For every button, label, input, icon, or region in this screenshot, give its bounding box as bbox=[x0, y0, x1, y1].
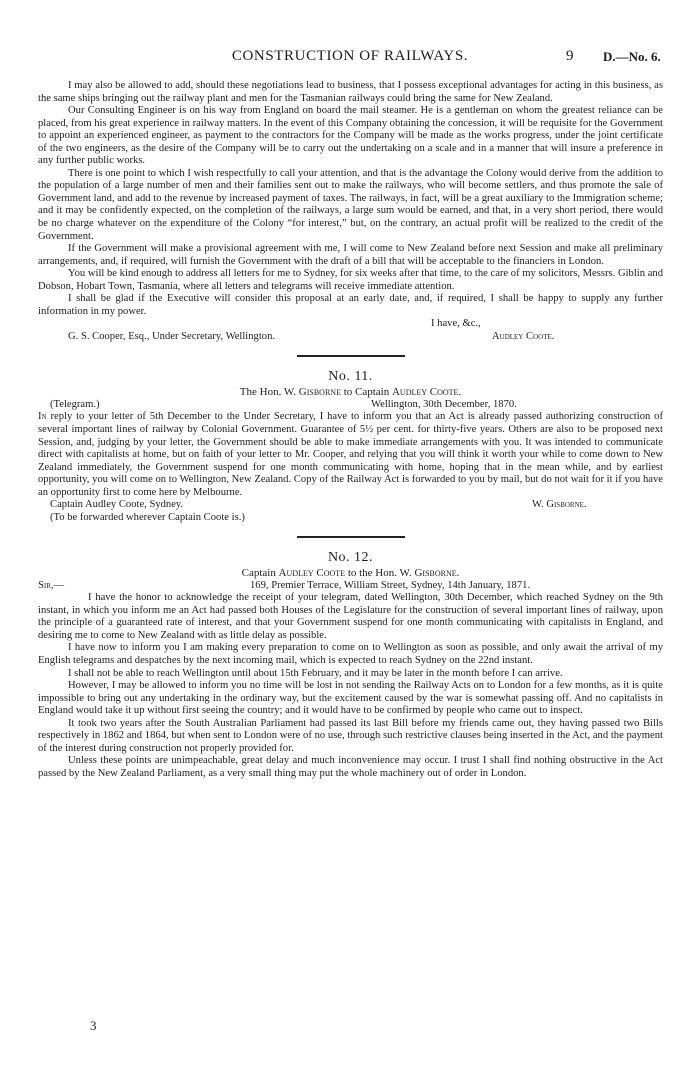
signature-mark: 3 bbox=[90, 1018, 97, 1033]
paragraph: It took two years after the South Australian Parliament had passed its last Bill before my friends came out, they having passed two Bills respectively in 1862 and 1864, but when sent to London were of no use, through such restrictive clauses being inserted in the Act, and the payment of the interest during construction not properly provided for. bbox=[38, 717, 663, 754]
page-number: 9 bbox=[566, 48, 574, 64]
paragraph: Our Consulting Engineer is on his way from England on board the mail steamer. He is a gentleman on whom the greatest reliance can be placed, from his great experience in railway matters. In the event of this Company obtaining the concession, it will be requisite for the Government to appoint an experienced engineer, as payment to the contractors for the Company will be made as the works progress, under the joint certificate of the two engineers, as the desire of the Company will be to carry out the undertaking on a scale and in a manner that will insure a preference in any further public works. bbox=[38, 105, 663, 167]
addressee-row bbox=[38, 331, 663, 344]
paragraph: I have now to inform you I am making every preparation to come on to Wellington as soon as possible, and only await the arrival of my English telegrams and despatches by the next incoming mail, which is expected to reach Sydney on the 22nd instant. bbox=[38, 642, 663, 667]
running-title: CONSTRUCTION OF RAILWAYS. bbox=[231, 48, 469, 64]
heading-part: to the Hon. W. bbox=[347, 566, 412, 579]
document-reference: D.—No. 6. bbox=[603, 49, 661, 64]
closing-row bbox=[38, 318, 663, 331]
paragraph: I shall not be able to reach Wellington until about 15th February, and it may be later in the month before I can arrive. bbox=[68, 667, 563, 679]
document-heading bbox=[38, 567, 663, 580]
document-no-11 bbox=[38, 368, 663, 524]
salutation-row bbox=[38, 580, 663, 593]
paragraph: I have the honor to acknowledge the receipt of your telegram, dated Wellington, 30th December, which reached Sydney on the 9th instant, in which you inform me an Act had passed both Houses of the Legislature for the construction of several important lines of railway, upon the principle of a guaranteed rate of interest, and that your Government suspend for one month communicating with capitalists in England, and desiring me to come to New Zealand with as little delay as possible. bbox=[38, 592, 663, 641]
signature: W. Gisborne. bbox=[532, 499, 587, 511]
paragraph: Unless these points are unimpeachable, great delay and much inconvenience may occur. I trust I shall find nothing obstructive in the Act passed by the New Zealand Parliament, as a very small thing may put the whole machinery out of order in London. bbox=[38, 755, 663, 779]
telegram-label: (Telegram.) bbox=[50, 398, 100, 410]
page-header bbox=[0, 48, 700, 68]
document-number: No. 12. bbox=[327, 549, 374, 565]
paragraph: If the Government will make a provisional agreement with me, I will come to New Zealand before next Session and make all preliminary arrangements, and, if required, will furnish the Government with the draft of a bill that will be acceptable to the financiers in London. bbox=[38, 243, 663, 267]
lead-word: In bbox=[38, 411, 47, 423]
telegram-text: reply to your letter of 5th December to the Under Secretary, I have to inform you that an Act is already passed authorizing construction of several important lines of railway by Colonial Government. Guarantee of 5½ per cent. for thirty-five years. Others are also to be proposed next Session, and, judging by your letter, the Government should be able to make immediate arrangements with you. It was intended to communicate direct with capitalists at home, but on faith of your letter to Mr. Cooper, and relying that you will think it worth your while to come down to New Zealand immediately, the Government suspend for one month communicating with home, hoping that in the mean while, and by earliest opportunity, you will come on to Wellington, New Zealand. Copy of the Railway Act is forwarded to you by mail, but do not wait for it if you have an opportunity first to come here by Melbourne. bbox=[38, 411, 663, 498]
forwarding-note: (To be forwarded wherever Captain Coote is.) bbox=[50, 511, 245, 523]
document-no-12 bbox=[38, 549, 663, 781]
recipient-name: Audley Coote. bbox=[391, 385, 462, 398]
letter-continuation bbox=[38, 80, 663, 343]
sender-name: Gisborne bbox=[298, 385, 341, 398]
document-heading bbox=[38, 386, 663, 399]
telegram-row bbox=[38, 399, 663, 412]
addressee: Captain Audley Coote, Sydney. bbox=[50, 499, 184, 511]
section-divider bbox=[297, 355, 405, 356]
paragraph: You will be kind enough to address all letters for me to Sydney, for six weeks after that time, to the care of my solicitors, Messrs. Giblin and Dobson, Hobart Town, Tasmania, where all letters and telegrams will receive immediate attention. bbox=[38, 268, 663, 292]
signature: Audley Coote. bbox=[492, 330, 555, 342]
telegram-body bbox=[38, 411, 663, 499]
paragraph: I shall be glad if the Executive will consider this proposal at an early date, and, if required, I shall be happy to supply any further information in my power. bbox=[38, 293, 663, 317]
recipient-name: Gisborne. bbox=[414, 566, 460, 579]
sender-name: Audley Coote bbox=[278, 566, 346, 579]
heading-part: The Hon. W. bbox=[239, 385, 297, 398]
page-body bbox=[38, 80, 663, 780]
heading-part: to Captain bbox=[343, 385, 390, 398]
paragraph: There is one point to which I wish respectfully to call your attention, and that is the advantage the Colony would derive from the addition to the population of a large number of men and their families sent out to make the railways, who will become settlers, and thus promote the sale of Government land, and add to the revenue by increased payment of taxes. The railways, in fact, will be a great auxiliary to the Immigration scheme; and it may be confidently expected, on the completion of the railways, a large sum would be earned, and that, in a very short period, there would be no charge whatever on the expenditure of the Colony “for interest,” but, on the contrary, an actual profit will be realized to the credit of the Government. bbox=[38, 167, 663, 242]
note-row bbox=[38, 512, 663, 525]
closing: I have, &c., bbox=[431, 318, 481, 330]
section-divider bbox=[297, 536, 405, 537]
addressee-row bbox=[38, 499, 663, 512]
salutation: Sir,— bbox=[38, 579, 65, 591]
document-number: No. 11. bbox=[328, 368, 373, 384]
sender-address: 169, Premier Terrace, William Street, Sydney, 14th January, 1871. bbox=[250, 579, 531, 591]
paragraph: I may also be allowed to add, should these negotiations lead to business, that I possess exceptional advantages for acting in this business, as the same ships bringing out the railway plant and men for the Tasmanian railways could bring the same for New Zealand. bbox=[38, 80, 663, 104]
heading-part: Captain bbox=[241, 566, 276, 579]
addressee: G. S. Cooper, Esq., Under Secretary, Wellington. bbox=[68, 330, 276, 342]
place-date: Wellington, 30th December, 1870. bbox=[371, 398, 517, 410]
paragraph: However, I may be allowed to inform you no time will be lost in not sending the Railway Acts on to London for a few months, as it is quite impossible to bring out any undertaking in the ordinary way, but the excitement caused by the war is somewhat passing off. And no capitalists in England would take it up without first seeing the country; and it would have to be confirmed by people who came out to inspect. bbox=[38, 680, 663, 717]
